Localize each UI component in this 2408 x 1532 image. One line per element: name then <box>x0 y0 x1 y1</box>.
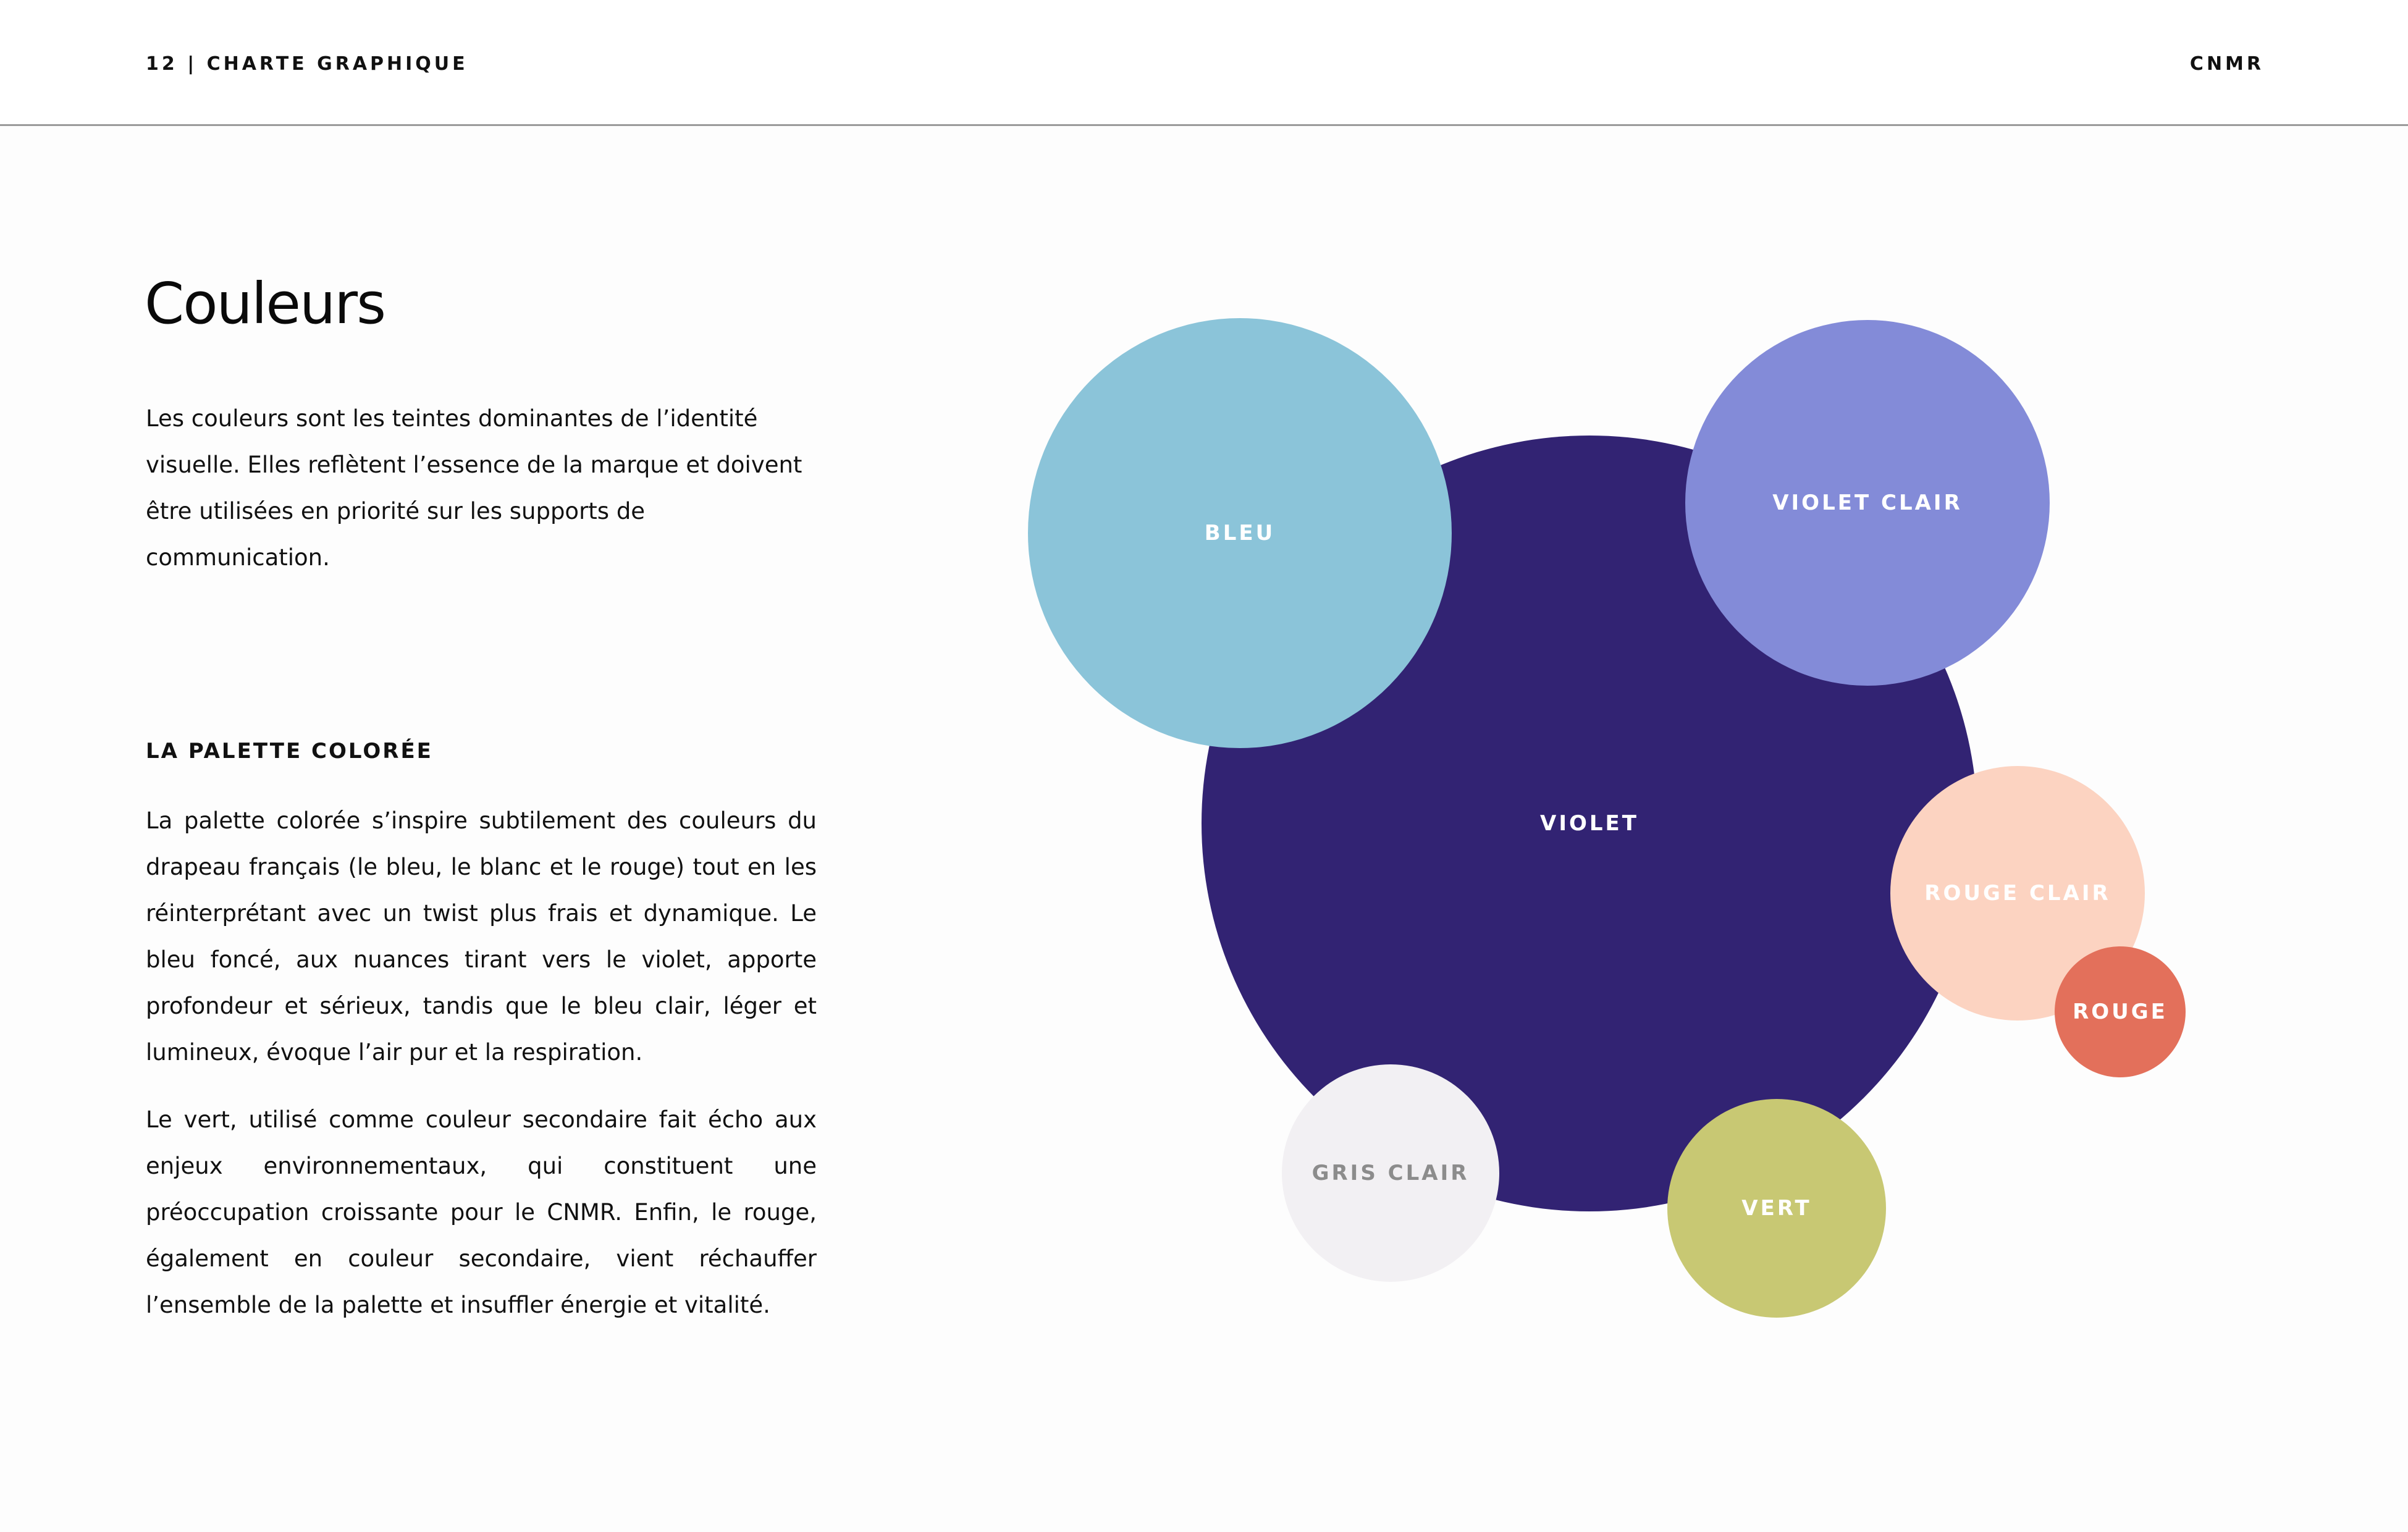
page-title: Couleurs <box>145 271 385 337</box>
body-paragraph-2: Le vert, utilisé comme couleur secondaire fait écho aux enjeux environnementaux, qui constituent une préoccupation croissante pour le CNMR. Enfin, le rouge, également en couleur secondaire, vient réchauffer l’ensemble de la palette et insuffler énergie et vitalité. <box>146 1106 817 1318</box>
swatch-label-bleu: BLEU <box>1204 521 1276 545</box>
swatch-label-gris-clair: GRIS CLAIR <box>1311 1161 1470 1185</box>
page-number-section-title: 12 | CHARTE GRAPHIQUE <box>146 53 468 75</box>
color-swatch-vert <box>1667 1099 1886 1318</box>
swatch-label-violet-clair: VIOLET CLAIR <box>1772 490 1963 515</box>
color-swatch-bleu <box>1028 318 1452 748</box>
color-swatch-gris-clair <box>1282 1064 1499 1282</box>
swatch-label-violet: VIOLET <box>1540 811 1639 836</box>
intro-text: Les couleurs sont les teintes dominantes de l’identité visuelle. Elles reflètent l’essence de la marque et doivent être utilisées en priorité sur les supports de communication. <box>146 405 802 571</box>
brand-name: CNMR <box>2189 53 2264 75</box>
color-swatch-rouge <box>2055 946 2186 1077</box>
swatch-label-rouge: ROUGE <box>2073 1000 2168 1024</box>
swatch-label-vert: VERT <box>1741 1196 1812 1221</box>
swatch-label-rouge-clair: ROUGE CLAIR <box>1924 881 2111 906</box>
section-heading: LA PALETTE COLORÉE <box>146 739 433 764</box>
page-header <box>0 0 2408 126</box>
color-swatch-violet-clair <box>1685 320 2050 686</box>
body-paragraph-1: La palette colorée s’inspire subtilement des couleurs du drapeau français (le bleu, le blanc et le rouge) tout en les réinterprétant avec un twist plus frais et dynamique. Le bleu foncé, aux nuances tirant vers le violet, apporte profondeur et sérieux, tandis que le bleu clair, léger et lumineux, évoque l’air pur et la respiration. <box>146 807 817 1066</box>
